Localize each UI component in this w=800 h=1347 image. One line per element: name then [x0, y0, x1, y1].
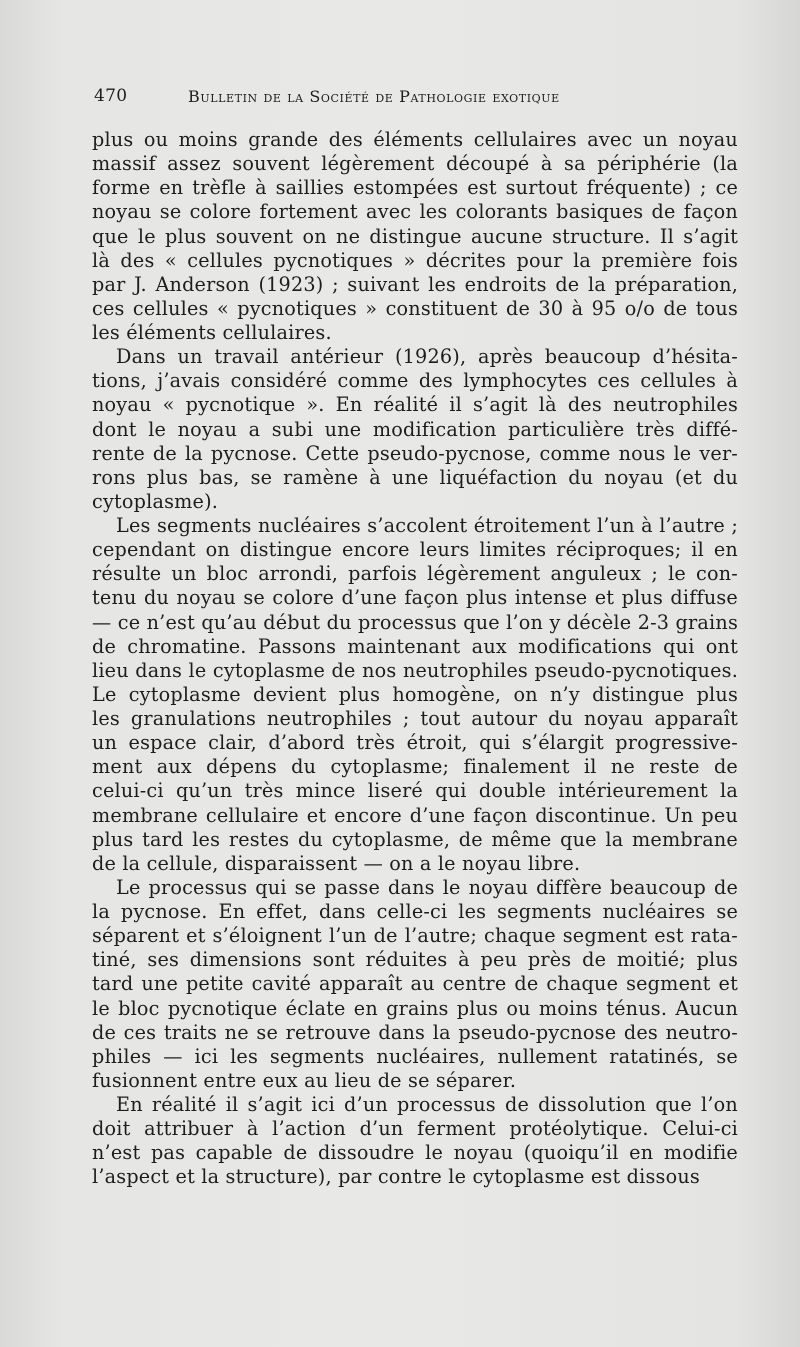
page-number: 470 — [94, 86, 128, 106]
page-header — [94, 86, 654, 110]
text-line: philes — ici les segments nucléaires, nullement ratatinés, se — [92, 1044, 738, 1068]
text-line: tiné, ses dimensions sont réduites à peu près de moitié; plus — [92, 948, 738, 972]
text-line: le bloc pycnotique éclate en grains plus ou moins ténus. Aucun — [92, 996, 738, 1020]
text-line: séparent et s’éloignent l’un de l’autre; chaque segment est rata- — [92, 924, 738, 948]
text-line: n’est pas capable de dissoudre le noyau (quoiqu’il en modifie — [92, 1141, 738, 1165]
paragraph — [92, 128, 738, 345]
text-line: Les segments nucléaires s’accolent étroitement l’un à l’autre ; — [116, 514, 738, 537]
text-line: massif assez souvent légèrement découpé à sa périphérie (la — [92, 152, 738, 176]
body-text — [92, 128, 738, 1190]
text-line: un espace clair, d’abord très étroit, qui s’élargit progressive- — [92, 731, 738, 755]
text-line: celui-ci qu’un très mince liseré qui double intérieurement la — [92, 779, 738, 803]
text-line: de ces traits ne se retrouve dans la pseudo-pycnose des neutro- — [92, 1020, 738, 1044]
text-line: noyau « pycnotique ». En réalité il s’agit là des neutrophiles — [92, 393, 738, 417]
text-line: rente de la pycnose. Cette pseudo-pycnose, comme nous le ver- — [92, 441, 738, 465]
text-line: cependant on distingue encore leurs limites réciproques; il en — [92, 538, 738, 562]
text-line: de chromatine. Passons maintenant aux modifications qui ont — [92, 634, 738, 658]
text-line: En réalité il s’agit ici d’un processus de dissolution que l’on — [116, 1093, 738, 1116]
text-line: noyau se colore fortement avec les colorants basiques de façon — [92, 200, 738, 224]
text-line: lieu dans le cytoplasme de nos neutrophiles pseudo-pycnotiques. — [92, 658, 738, 682]
text-line: Le processus qui se passe dans le noyau diffère beaucoup de — [116, 875, 738, 899]
text-line: que le plus souvent on ne distingue aucune structure. Il s’agit — [92, 224, 738, 248]
text-line: cytoplasme). — [92, 489, 219, 513]
text-line: tard une petite cavité apparaît au centre de chaque segment et — [92, 972, 738, 996]
text-line: l’aspect et la structure), par contre le cytoplasme est dissous — [92, 1165, 700, 1189]
text-line: membrane cellulaire et encore d’une façon discontinue. Un peu — [92, 803, 738, 827]
running-title: Bulletin de la Société de Pathologie exotique — [188, 87, 560, 106]
text-line: Le cytoplasme devient plus homogène, on n’y distingue plus — [92, 682, 738, 706]
text-line: doit attribuer à l’action d’un ferment protéolytique. Celui-ci — [92, 1117, 738, 1141]
text-line: — ce n’est qu’au début du processus que l’on y décèle 2-3 grains — [92, 610, 738, 634]
paragraph — [92, 514, 738, 876]
text-line: forme en trèfle à saillies estompées est surtout fréquente) ; ce — [92, 176, 738, 200]
text-line: rons plus bas, se ramène à une liquéfaction du noyau (et du — [92, 465, 738, 489]
text-line: résulte un bloc arrondi, parfois légèrement anguleux ; le con- — [92, 562, 738, 586]
text-line: plus ou moins grande des éléments cellulaires avec un noyau — [92, 128, 738, 151]
paragraph — [92, 1093, 738, 1190]
text-line: Dans un travail antérieur (1926), après beaucoup d’hésita- — [116, 345, 738, 369]
paragraph — [92, 876, 738, 1093]
text-line: tenu du noyau se colore d’une façon plus intense et plus diffuse — [92, 586, 738, 610]
paragraph — [92, 345, 738, 514]
text-line: la pycnose. En effet, dans celle-ci les segments nucléaires se — [92, 900, 738, 923]
text-line: les éléments cellulaires. — [92, 321, 332, 344]
text-line: de la cellule, disparaissent — on a le noyau libre. — [92, 851, 581, 875]
text-line: dont le noyau a subi une modification particulière très diffé- — [92, 417, 738, 441]
text-line: ment aux dépens du cytoplasme; finalement il ne reste de — [92, 755, 738, 779]
text-line: ces cellules « pycnotiques » constituent de 30 à 95 o/o de tous — [92, 296, 738, 320]
text-line: fusionnent entre eux au lieu de se séparer. — [92, 1068, 517, 1092]
text-line: par J. Anderson (1923) ; suivant les endroits de la préparation, — [92, 272, 738, 296]
text-line: tions, j’avais considéré comme des lymphocytes ces cellules à — [92, 369, 738, 393]
text-line: là des « cellules pycnotiques » décrites pour la première fois — [92, 248, 738, 272]
text-line: plus tard les restes du cytoplasme, de même que la membrane — [92, 827, 738, 851]
text-line: les granulations neutrophiles ; tout autour du noyau apparaît — [92, 707, 738, 730]
